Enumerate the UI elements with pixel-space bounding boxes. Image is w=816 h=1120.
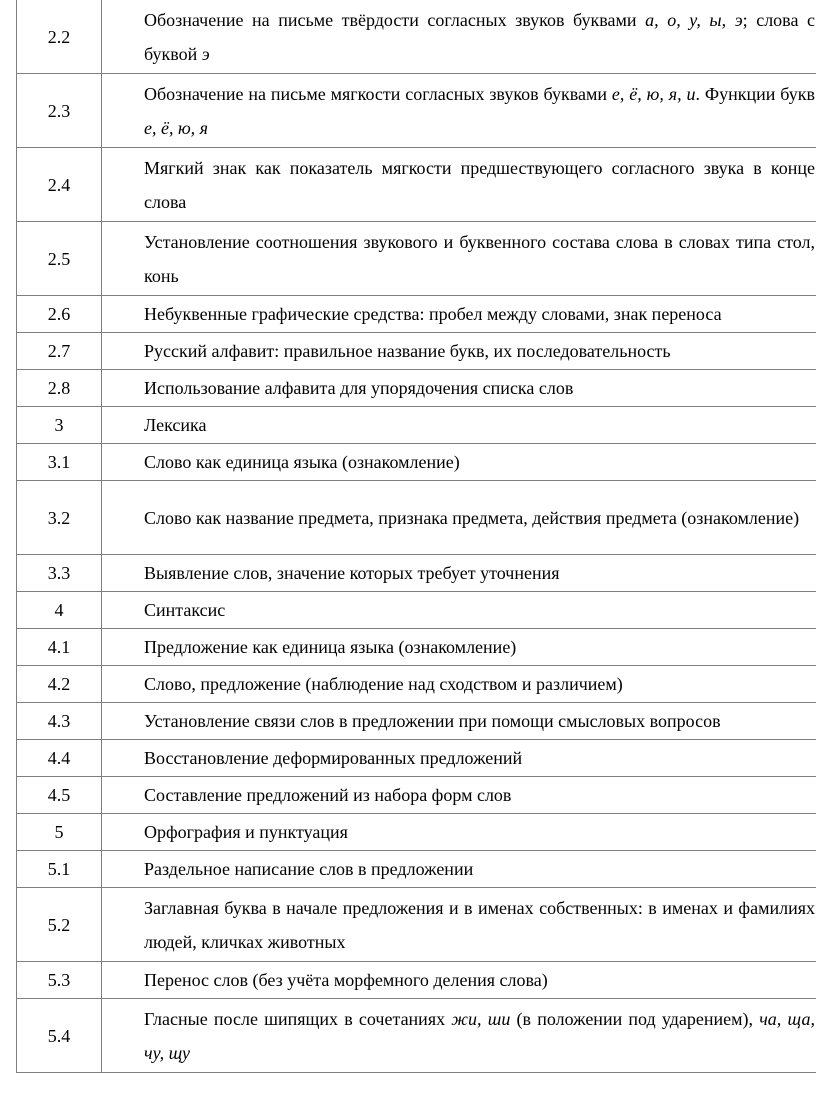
row-number: 2.6 [17, 296, 102, 333]
topic-italic-letters: е, ё, ю, я [144, 117, 209, 138]
topic-text: . Функции букв [695, 83, 816, 104]
row-number: 4 [17, 592, 102, 629]
table-row [17, 370, 816, 407]
row-topic: Установление связи слов в предложении при помощи смысловых вопросов [102, 703, 816, 740]
topic-italic-letters: ча, ща, чу, щу [144, 1008, 815, 1063]
row-number: 2.7 [17, 333, 102, 370]
topic-italic-letters: е, ё, ю, я, и [611, 83, 696, 104]
row-number: 4.3 [17, 703, 102, 740]
table-row [17, 777, 816, 814]
row-topic: Синтаксис [102, 592, 816, 629]
row-number: 5.1 [17, 851, 102, 888]
row-number: 3.2 [17, 481, 102, 555]
row-number: 4.2 [17, 666, 102, 703]
row-topic: Мягкий знак как показатель мягкости предшествующего согласного звука в конце слова [102, 148, 816, 222]
row-topic: Слово как название предмета, признака предмета, действия предмета (ознакомление) [102, 481, 816, 555]
row-number: 3 [17, 407, 102, 444]
table-row [17, 666, 816, 703]
table-row [17, 0, 816, 74]
row-topic: Составление предложений из набора форм слов [102, 777, 816, 814]
topic-italic-letters: э [201, 43, 210, 64]
row-number: 2.2 [17, 0, 102, 74]
table-row [17, 629, 816, 666]
topic-text: Обозначение на письме твёрдости согласных звуков буквами [144, 9, 646, 30]
row-number: 5.4 [17, 999, 102, 1073]
table-row [17, 555, 816, 592]
topic-text: (в положении под ударением), [510, 1008, 760, 1029]
table-row [17, 999, 816, 1073]
row-topic: Установление соотношения звукового и буквенного состава слова в словах типа стол, конь [102, 222, 816, 296]
row-topic [102, 74, 816, 148]
row-topic: Выявление слов, значение которых требует уточнения [102, 555, 816, 592]
table-row [17, 740, 816, 777]
row-topic: Раздельное написание слов в предложении [102, 851, 816, 888]
row-topic [102, 0, 816, 74]
table-row [17, 444, 816, 481]
table-row [17, 888, 816, 962]
row-number: 4.5 [17, 777, 102, 814]
table-row [17, 407, 816, 444]
row-topic: Орфография и пунктуация [102, 814, 816, 851]
row-topic: Перенос слов (без учёта морфемного деления слова) [102, 962, 816, 999]
row-topic: Небуквенные графические средства: пробел между словами, знак переноса [102, 296, 816, 333]
topic-text: Гласные после шипящих в сочетаниях [144, 1008, 452, 1029]
row-number: 3.3 [17, 555, 102, 592]
topic-text: ; слова с буквой [144, 9, 815, 64]
row-number: 4.4 [17, 740, 102, 777]
table-body [17, 0, 816, 1073]
row-topic [102, 999, 816, 1073]
row-number: 5.2 [17, 888, 102, 962]
row-number: 5.3 [17, 962, 102, 999]
row-topic: Предложение как единица языка (ознакомление) [102, 629, 816, 666]
row-topic: Лексика [102, 407, 816, 444]
curriculum-table [16, 0, 816, 1073]
row-topic: Заглавная буква в начале предложения и в именах собственных: в именах и фамилиях людей, кличках животных [102, 888, 816, 962]
table-row [17, 222, 816, 296]
row-topic: Слово как единица языка (ознакомление) [102, 444, 816, 481]
row-number: 2.8 [17, 370, 102, 407]
table-row [17, 148, 816, 222]
row-topic: Русский алфавит: правильное название букв, их последовательность [102, 333, 816, 370]
row-number: 2.5 [17, 222, 102, 296]
table-row [17, 703, 816, 740]
table-row [17, 814, 816, 851]
topic-text: Обозначение на письме мягкости согласных звуков буквами [144, 83, 612, 104]
row-number: 3.1 [17, 444, 102, 481]
row-number: 2.4 [17, 148, 102, 222]
table-row [17, 333, 816, 370]
row-topic: Восстановление деформированных предложений [102, 740, 816, 777]
table-row [17, 962, 816, 999]
table-row [17, 592, 816, 629]
row-topic: Использование алфавита для упорядочения списка слов [102, 370, 816, 407]
row-number: 5 [17, 814, 102, 851]
table-row [17, 74, 816, 148]
table-row [17, 481, 816, 555]
table-row [17, 296, 816, 333]
row-number: 4.1 [17, 629, 102, 666]
topic-italic-letters: а, о, у, ы, э [645, 9, 743, 30]
row-topic: Слово, предложение (наблюдение над сходством и различием) [102, 666, 816, 703]
topic-italic-letters: жи, ши [451, 1008, 511, 1029]
table-row [17, 851, 816, 888]
row-number: 2.3 [17, 74, 102, 148]
